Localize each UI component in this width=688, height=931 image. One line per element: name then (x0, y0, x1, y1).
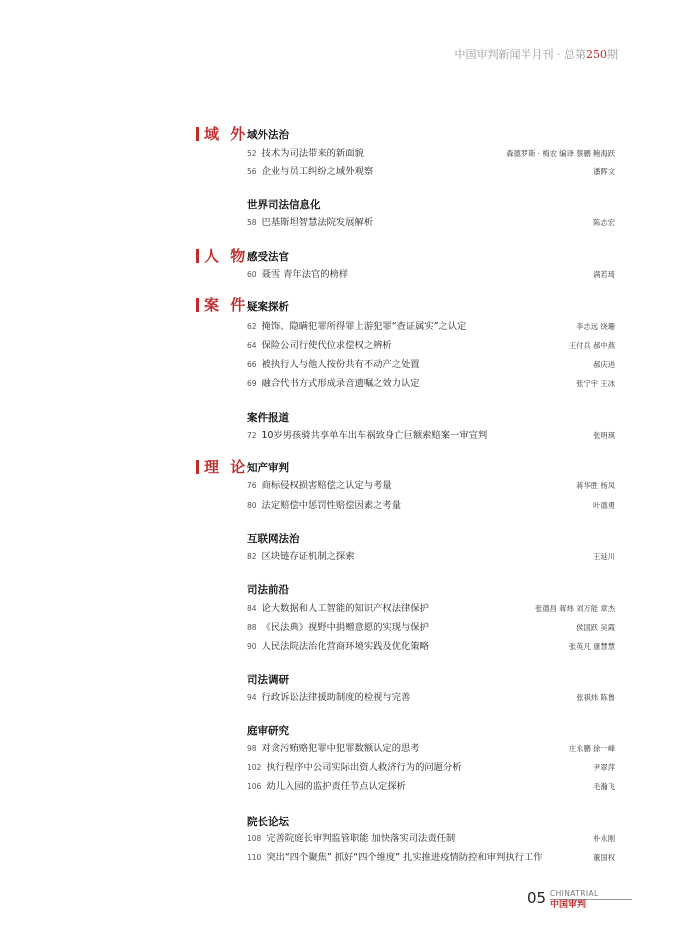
section-label: 域 外 (204, 125, 249, 143)
entry-author: 李志远 饶珊 (576, 322, 615, 331)
entry-author: 张德昌 蒋炜 刘万能 章杰 (535, 604, 615, 613)
logo-en: CHINATRIAL (550, 890, 612, 900)
entry-page: 60 (247, 270, 257, 279)
section-bar-icon (196, 460, 199, 474)
section-label: 理 论 (204, 458, 249, 476)
entry-title: 商标侵权损害赔偿之认定与考量 (261, 480, 392, 491)
entry-author: 朴永刚 (593, 834, 615, 843)
entry-title: 融合代书方式形成录音遗嘱之效力认定 (261, 378, 420, 389)
toc-entry[interactable] (247, 427, 615, 440)
toc-entry[interactable] (247, 740, 615, 753)
subsection-title: 疑案探析 (247, 301, 289, 313)
brand-logo (550, 890, 612, 911)
subsection-title: 司法前沿 (247, 584, 289, 596)
entry-title: 掩饰、隐瞒犯罪所得罪上游犯罪“查证属实”之认定 (261, 321, 467, 332)
entry-page: 82 (247, 552, 257, 561)
subsection-title: 庭审研究 (247, 725, 289, 737)
section-renwu (196, 245, 248, 266)
subsection-title: 院长论坛 (247, 816, 289, 828)
section-bar-icon (196, 249, 199, 263)
entry-title: 突出“四个聚焦” 抓好“四个维度” 扎实推进疫情防控和审判执行工作 (266, 852, 543, 863)
entry-title: 被执行人与他人按份共有不动产之处置 (261, 359, 420, 370)
subsection-title: 案件报道 (247, 412, 289, 424)
entry-page: 98 (247, 744, 257, 753)
entry-page: 62 (247, 322, 257, 331)
entry-author: 张英凡 康慧慧 (568, 642, 615, 651)
section-bar-icon (196, 127, 199, 141)
entry-author: 陈志宏 (593, 218, 615, 227)
header-prefix: 中国审判新闻半月刊 · 总第 (454, 48, 586, 61)
subsection-title: 知产审判 (247, 462, 289, 474)
entry-page: 56 (247, 167, 257, 176)
toc-entry[interactable] (247, 778, 615, 791)
section-anjian (196, 294, 248, 315)
footer-divider (612, 899, 632, 900)
entry-title: 人民法院法治化营商环境实践及优化策略 (261, 641, 429, 652)
entry-page: 90 (247, 642, 257, 651)
entry-author: 王延川 (593, 552, 615, 561)
entry-author: 庄永鹏 徐一峰 (568, 744, 615, 753)
entry-title: 《民法典》视野中捐赠意愿的实现与保护 (261, 622, 429, 633)
entry-author: 侯国跃 吴霞 (576, 623, 615, 632)
entry-page: 69 (247, 379, 257, 388)
entry-title: 执行程序中公司实际出资人救济行为的问题分析 (266, 762, 462, 773)
entry-author: 满若琦 (593, 270, 615, 279)
section-label: 案 件 (204, 296, 249, 314)
toc-entry[interactable] (247, 849, 615, 862)
entry-author: 王付兵 郝中燕 (568, 341, 615, 350)
entry-title: 法定赔偿中惩罚性赔偿因素之考量 (261, 500, 402, 511)
section-label: 人 物 (204, 247, 249, 265)
toc-entry[interactable] (247, 163, 615, 176)
entry-page: 66 (247, 360, 257, 369)
subsection-title: 世界司法信息化 (247, 199, 321, 211)
toc-entry[interactable] (247, 318, 615, 331)
entry-author: 毛瀚飞 (593, 782, 615, 791)
toc-entry[interactable] (247, 830, 615, 843)
entry-page: 108 (247, 834, 262, 843)
section-yuwai (196, 123, 248, 144)
section-lilun (196, 456, 248, 477)
toc-entry[interactable] (247, 689, 615, 702)
entry-page: 84 (247, 604, 257, 613)
toc-entry[interactable] (247, 477, 615, 490)
entry-title: 技术为司法带来的新面貌 (261, 148, 364, 159)
entry-title: 幼儿入园的监护责任节点认定探析 (266, 781, 406, 792)
entry-page: 64 (247, 341, 257, 350)
toc-entry[interactable] (247, 759, 615, 772)
entry-page: 80 (247, 501, 257, 510)
entry-author: 张宁宇 王冰 (576, 379, 615, 388)
entry-page: 102 (247, 763, 262, 772)
subsection-title: 互联网法治 (247, 533, 300, 545)
entry-page: 76 (247, 481, 257, 490)
entry-author: 森德罗斯 · 梅农 编译 蔡鹏 鲍海跃 (506, 149, 615, 158)
toc-entry[interactable] (247, 145, 615, 158)
toc-entry[interactable] (247, 619, 615, 632)
entry-page: 110 (247, 853, 262, 862)
entry-title: 巴基斯坦智慧法院发展解析 (261, 217, 374, 228)
entry-page: 94 (247, 693, 257, 702)
toc-entry[interactable] (247, 214, 615, 227)
entry-page: 106 (247, 782, 262, 791)
toc-entry[interactable] (247, 497, 615, 510)
toc-entry[interactable] (247, 337, 615, 350)
entry-author: 张祺炜 陈鲁 (576, 693, 615, 702)
entry-title: 聂雪 青年法官的榜样 (261, 269, 349, 280)
entry-author: 尹翠萍 (593, 763, 615, 772)
toc-entry[interactable] (247, 375, 615, 388)
toc-entry[interactable] (247, 600, 615, 613)
entry-title: 完善院庭长审判监管职能 加快落实司法责任制 (266, 833, 456, 844)
subsection-title: 司法调研 (247, 674, 289, 686)
toc-entry[interactable] (247, 356, 615, 369)
entry-title: 保险公司行使代位求偿权之辨析 (261, 340, 392, 351)
entry-title: 区块链存证机制之探索 (261, 551, 355, 562)
entry-title: 行政诉讼法律援助制度的检视与完善 (261, 692, 411, 703)
entry-author: 潘晖文 (593, 167, 615, 176)
entry-page: 88 (247, 623, 257, 632)
entry-author: 张明瑛 (593, 431, 615, 440)
entry-title: 企业与员工纠纷之域外观察 (261, 166, 374, 177)
entry-author: 蒋华胜 杨凤 (576, 481, 615, 490)
logo-cn: 中国审判 (550, 900, 587, 910)
section-bar-icon (196, 298, 199, 312)
entry-author: 郝庆进 (593, 360, 615, 369)
entry-page: 58 (247, 218, 257, 227)
toc-entry[interactable] (247, 266, 615, 279)
header-suffix: 期 (607, 48, 618, 61)
entry-author: 董国权 (593, 853, 615, 862)
entry-title: 论大数据和人工智能的知识产权法律保护 (261, 603, 429, 614)
issue-header (455, 46, 619, 62)
entry-title: 10岁男孩骑共享单车出车祸致身亡巨额索赔案一审宣判 (261, 430, 488, 441)
entry-author: 叶德勇 (593, 501, 615, 510)
entry-page: 52 (247, 149, 257, 158)
subsection-title: 域外法治 (247, 129, 289, 141)
entry-title: 对贪污贿赂犯罪中犯罪数额认定的思考 (261, 743, 420, 754)
entry-page: 72 (247, 431, 257, 440)
toc-entry[interactable] (247, 548, 615, 561)
subsection-title: 感受法官 (247, 251, 289, 263)
toc-entry[interactable] (247, 638, 615, 651)
page-number: 05 (527, 889, 547, 907)
issue-number: 250 (586, 48, 607, 61)
